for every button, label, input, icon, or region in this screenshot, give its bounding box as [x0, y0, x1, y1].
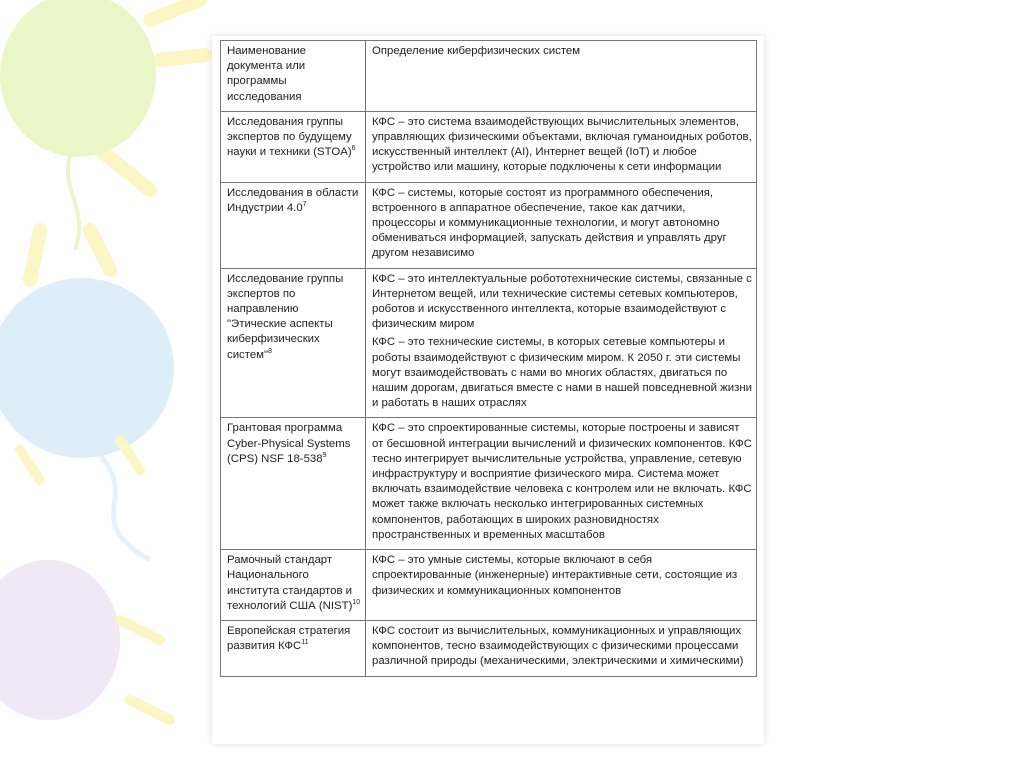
definition-paragraph-2: КФС – это технические системы, в которых сетевые компьютеры и роботы взаимодействуют с физическим миром. К 2050 г. эти системы могут взаимодействовать с нами во многих областях, двигаться по нашим дорогам, двигаться вместе с нами в нашей повседневной жизни и работать в наших отраслях — [372, 336, 752, 410]
table-row — [221, 418, 757, 550]
row-definition: КФС – это умные системы, которые включают в себя спроектированные (инженерные) интерактивные сети, состоящие из физических и коммуникационных компонентов — [366, 550, 757, 621]
green-balloon-string — [68, 155, 79, 250]
purple-balloon-icon — [0, 560, 120, 720]
table-row — [221, 550, 757, 621]
row-source: Исследование группы экспертов по направлению "Этические аспекты киберфизических систем"$^8$ — [221, 268, 366, 418]
row-source: Исследования в области Индустрии $4.0^7$ — [221, 182, 366, 268]
header-col-definition: Определение киберфизических систем — [366, 41, 757, 112]
footnote-ref: 7 — [302, 201, 307, 209]
footnote-ref: 10 — [352, 598, 361, 606]
footnote-ref: 6 — [351, 145, 356, 153]
row-source: Рамочный стандарт Национального института стандартов и технологий США (NIST)$^{10}$ — [221, 550, 366, 621]
row-source: Грантовая программа Cyber-Physical Systems (CPS) NSF $18-538^9$ — [221, 418, 366, 550]
definitions-table — [220, 40, 757, 677]
blue-balloon-icon — [0, 278, 174, 458]
definition-paragraph: КФС – это интеллектуальные робототехнические системы, связанные с Интернетом вещей, или технические системы сетевых компьютеров, роботов и искусственного интеллекта, которые взаимодействуют с физическим миром — [372, 272, 752, 331]
row-source: Исследования группы экспертов по будущему науки и техники (STOA)$^6$ — [221, 111, 366, 182]
header-col-source: Наименование документа или программы исследования — [221, 41, 366, 112]
table-header-row — [221, 41, 757, 112]
definitions-table-card — [212, 36, 764, 744]
row-definition: КФС – это спроектированные системы, которые построены и зависят от бесшовной интеграции вычислений и физических компонентов. КФС тесно интегрирует вычислительные устройства, управление, сетевую инфраструктуру и восприятие физического мира. Система может включать взаимодействие человека с контролем или не включать. КФС может также включать несколько интегрированных системных компонентов, работающих в широких разновидностях пространственных и временных масштабов — [366, 418, 757, 550]
table-row — [221, 268, 757, 418]
table-row — [221, 182, 757, 268]
footnote-ref: 8 — [268, 347, 272, 355]
footnote-ref: 11 — [301, 639, 309, 647]
table-row — [221, 620, 757, 676]
row-definition: КФС – это система взаимодействующих вычислительных элементов, управляющих физическими объектами, включая гуманоидных роботов, искусственный интеллект (AI), Интернет вещей (IoT) и любое устройство или машину, которые подключены к сети информации — [366, 111, 757, 182]
row-source: Европейская стратегия развития КФС$^{11}$ — [221, 620, 366, 676]
footnote-ref: 9 — [322, 452, 327, 460]
row-definition: КФС состоит из вычислительных, коммуникационных и управляющих компонентов, тесно взаимодействующих с физическими процессами различной природы (механическими, электрическими и химическими) — [366, 620, 757, 676]
row-definition: КФС – системы, которые состоят из программного обеспечения, встроенного в аппаратное обеспечение, такое как датчики, процессоры и коммуникационные технологии, и могут автономно обмениваться информацией, запускать действия и управлять друг другом независимо — [366, 182, 757, 268]
table-row — [221, 111, 757, 182]
green-balloon-icon — [0, 0, 156, 157]
row-definition — [366, 268, 757, 418]
